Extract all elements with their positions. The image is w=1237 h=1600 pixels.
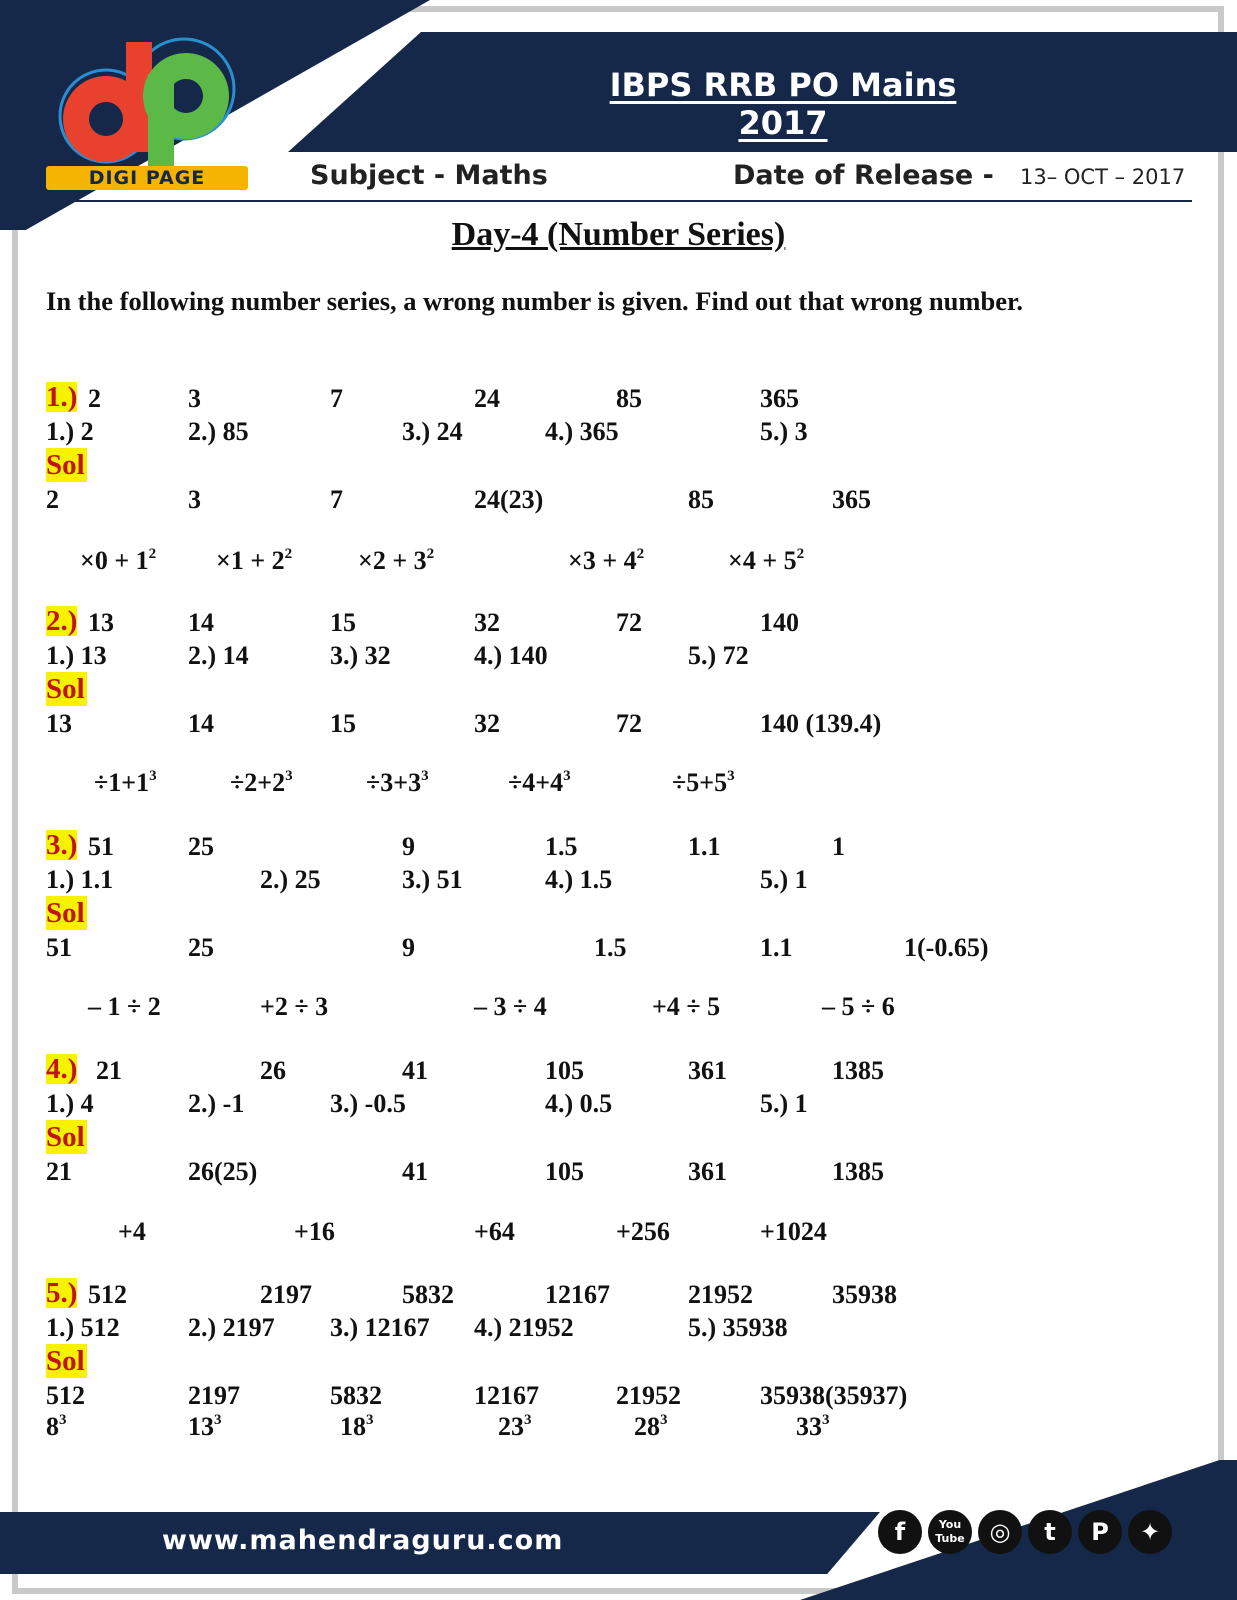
solution-operation: +1024 (760, 1217, 827, 1246)
series-term: 72 (616, 608, 642, 637)
solution-term: 13 (46, 709, 72, 738)
series-term: 1.5 (545, 832, 578, 861)
solution-cube: $13^3$ (188, 1412, 222, 1441)
series-term: 15 (330, 608, 356, 637)
series-term: 35938 (832, 1280, 897, 1309)
solution-operation: +16 (294, 1217, 335, 1246)
youtube-icon[interactable]: You Tube (928, 1510, 972, 1554)
solution-term: 5832 (330, 1381, 382, 1410)
solution-term: 140 (139.4) (760, 709, 882, 738)
series-term: 51 (88, 832, 114, 861)
series-term: 21952 (688, 1280, 753, 1309)
solution-operation: – 5 ÷ 6 (822, 992, 895, 1021)
answer-option: 4.) 140 (474, 641, 548, 670)
solution-term: 2 (46, 485, 59, 514)
solution-term: 72 (616, 709, 642, 738)
solution-term: 1.1 (760, 933, 793, 962)
solution-operation: +64 (474, 1217, 515, 1246)
pinterest-icon[interactable]: P (1078, 1510, 1122, 1554)
answer-option: 5.) 72 (688, 641, 749, 670)
series-term: 24 (474, 384, 500, 413)
solution-operation: $\times 2 + 3^2$ (358, 546, 435, 575)
answer-option: 5.) 35938 (688, 1313, 788, 1342)
answer-option: 1.) 1.1 (46, 865, 114, 894)
solution-term: 3 (188, 485, 201, 514)
series-term: 1.1 (688, 832, 721, 861)
release-date: 13– OCT – 2017 (1020, 165, 1186, 189)
solution-label: Sol (46, 673, 85, 705)
solution-term: 35938(35937) (760, 1381, 908, 1410)
solution-term: 21952 (616, 1381, 681, 1410)
series-term: 26 (260, 1056, 286, 1085)
series-term: 13 (88, 608, 114, 637)
solution-term: 21 (46, 1157, 72, 1186)
solution-term: 105 (545, 1157, 584, 1186)
solution-term: 32 (474, 709, 500, 738)
solution-operation: $\div 5+5^3$ (672, 768, 735, 797)
solution-operation: $\times 1 + 2^2$ (216, 546, 293, 575)
series-term: 2 (88, 384, 101, 413)
solution-operation: $\div 4+4^3$ (508, 768, 571, 797)
series-term: 1385 (832, 1056, 884, 1085)
solution-label: Sol (46, 897, 85, 929)
solution-label: Sol (46, 449, 85, 481)
series-term: 32 (474, 608, 500, 637)
series-term: 5832 (402, 1280, 454, 1309)
answer-option: 5.) 3 (760, 417, 808, 446)
answer-option: 4.) 365 (545, 417, 619, 446)
series-term: 140 (760, 608, 799, 637)
solution-cube: $18^3$ (340, 1412, 374, 1441)
answer-option: 2.) -1 (188, 1089, 245, 1118)
solution-operation: $\div 3+3^3$ (366, 768, 429, 797)
release-label: Date of Release - (733, 160, 994, 191)
answer-option: 3.) 32 (330, 641, 391, 670)
series-term: 2197 (260, 1280, 312, 1309)
website-link[interactable]: www.mahendraguru.com (162, 1525, 564, 1556)
series-term: 25 (188, 832, 214, 861)
series-term: 9 (402, 832, 415, 861)
solution-term: 26(25) (188, 1157, 258, 1186)
series-term: 85 (616, 384, 642, 413)
subject-label: Subject - Maths (310, 160, 548, 191)
instagram-icon[interactable]: ◎ (978, 1510, 1022, 1554)
page-title: Day-4 (Number Series) (451, 216, 786, 253)
solution-operation: +4 ÷ 5 (652, 992, 721, 1021)
solution-term: 2197 (188, 1381, 240, 1410)
solution-term: 51 (46, 933, 72, 962)
solution-operation: +2 ÷ 3 (260, 992, 329, 1021)
solution-cube: $28^3$ (634, 1412, 668, 1441)
series-term: 3 (188, 384, 201, 413)
instruction-text: In the following number series, a wrong number is given. Find out that wrong number. (46, 286, 1023, 316)
series-term: 361 (688, 1056, 727, 1085)
solution-operation: $\times 3 + 4^2$ (568, 546, 645, 575)
answer-option: 3.) -0.5 (330, 1089, 406, 1118)
series-term: 1 (832, 832, 845, 861)
series-term: 21 (96, 1056, 122, 1085)
solution-term: 7 (330, 485, 343, 514)
solution-term: 9 (402, 933, 415, 962)
answer-option: 1.) 4 (46, 1089, 94, 1118)
answer-option: 1.) 13 (46, 641, 107, 670)
series-term: 105 (545, 1056, 584, 1085)
answer-option: 1.) 2 (46, 417, 94, 446)
solution-operation: $\div 1+1^3$ (94, 768, 157, 797)
answer-option: 4.) 0.5 (545, 1089, 613, 1118)
solution-cube: $23^3$ (498, 1412, 532, 1441)
answer-option: 2.) 14 (188, 641, 249, 670)
solution-operation: +256 (616, 1217, 670, 1246)
solution-term: 85 (688, 485, 714, 514)
header-title: IBPS RRB PO Mains 2017 (609, 66, 957, 142)
answer-option: 2.) 2197 (188, 1313, 275, 1342)
twitter-icon[interactable]: t (1028, 1510, 1072, 1554)
logo-text: DIGI PAGE (46, 166, 248, 190)
solution-term: 41 (402, 1157, 428, 1186)
answer-option: 1.) 512 (46, 1313, 120, 1342)
header-divider (46, 200, 1192, 202)
answer-option: 2.) 85 (188, 417, 249, 446)
series-term: 512 (88, 1280, 127, 1309)
solution-label: Sol (46, 1345, 85, 1377)
answer-option: 4.) 21952 (474, 1313, 574, 1342)
solution-term: 1(-0.65) (904, 933, 989, 962)
solution-label: Sol (46, 1121, 85, 1153)
question-number: 4.) (46, 1053, 78, 1085)
series-term: 41 (402, 1056, 428, 1085)
solution-operation: +4 (118, 1217, 146, 1246)
solution-term: 365 (832, 485, 871, 514)
solution-operation: – 3 ÷ 4 (474, 992, 547, 1021)
solution-term: 1.5 (594, 933, 627, 962)
solution-operation: – 1 ÷ 2 (88, 992, 161, 1021)
solution-term: 361 (688, 1157, 727, 1186)
solution-term: 1385 (832, 1157, 884, 1186)
answer-option: 3.) 24 (402, 417, 463, 446)
answer-option: 5.) 1 (760, 865, 808, 894)
solution-term: 512 (46, 1381, 85, 1410)
solution-operation: $\times 0 + 1^2$ (80, 546, 157, 575)
series-term: 7 (330, 384, 343, 413)
solution-term: 24(23) (474, 485, 544, 514)
answer-option: 2.) 25 (260, 865, 321, 894)
answer-option: 3.) 51 (402, 865, 463, 894)
solution-cube: $8^3$ (46, 1412, 67, 1441)
solution-operation: $\div 2+2^3$ (230, 768, 293, 797)
android-icon[interactable]: ✦ (1128, 1510, 1172, 1554)
solution-operation: $\times 4 + 5^2$ (728, 546, 805, 575)
solution-term: 14 (188, 709, 214, 738)
question-number: 2.) (46, 605, 78, 637)
series-term: 14 (188, 608, 214, 637)
solution-cube: $33^3$ (796, 1412, 830, 1441)
series-term: 365 (760, 384, 799, 413)
facebook-icon[interactable]: f (878, 1510, 922, 1554)
series-term: 12167 (545, 1280, 610, 1309)
answer-option: 4.) 1.5 (545, 865, 613, 894)
answer-option: 5.) 1 (760, 1089, 808, 1118)
solution-term: 25 (188, 933, 214, 962)
solution-term: 12167 (474, 1381, 539, 1410)
question-number: 3.) (46, 829, 78, 861)
question-number: 5.) (46, 1277, 78, 1309)
question-number: 1.) (46, 381, 78, 413)
solution-term: 15 (330, 709, 356, 738)
answer-option: 3.) 12167 (330, 1313, 430, 1342)
